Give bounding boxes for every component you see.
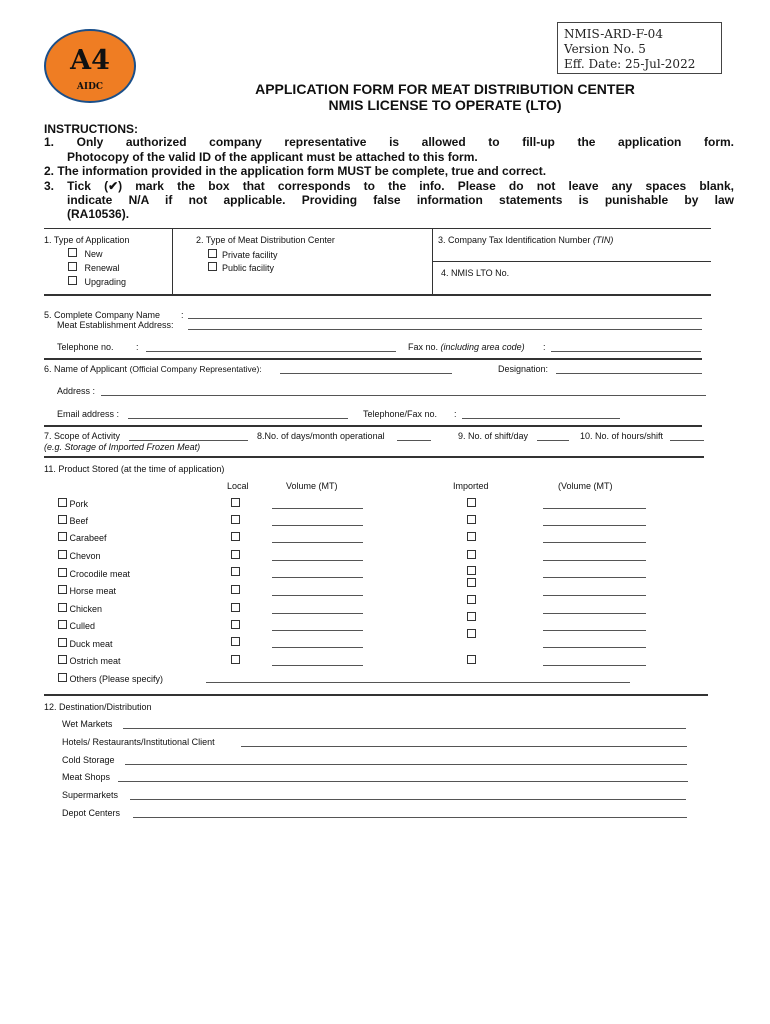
product-label: Pork <box>69 499 89 509</box>
product-chicken <box>58 603 102 615</box>
product-pork <box>58 498 88 510</box>
option-label: Public facility <box>222 263 275 273</box>
imported-checkbox[interactable] <box>467 578 476 587</box>
imported-checkbox[interactable] <box>467 629 476 638</box>
fax-label: Fax no. (including area code) <box>408 342 525 352</box>
imported-volume-field[interactable] <box>543 508 646 509</box>
instruction-1a: 1. Only authorized company representative is allowed to fill-up the application form. <box>44 135 734 149</box>
instruction-3b: indicate N/A if not applicable. Providing false information statements is punishable by law <box>67 193 734 207</box>
local-checkbox[interactable] <box>231 532 240 541</box>
dest-depot-centers: Depot Centers <box>62 808 121 818</box>
center-type-label: 2. Type of Meat Distribution Center <box>196 235 335 245</box>
scope-example: (e.g. Storage of Imported Frozen Meat) <box>44 442 201 452</box>
checkbox[interactable] <box>58 532 67 541</box>
imported-volume-field[interactable] <box>543 613 646 614</box>
applicant-label: 6. Name of Applicant (Official Company Representative): <box>44 364 262 374</box>
tin-label: 3. Company Tax Identification Number (TIN) <box>438 235 614 245</box>
email-field[interactable] <box>128 418 348 419</box>
imported-checkbox[interactable] <box>467 655 476 664</box>
telfax-label: Telephone/Fax no. <box>363 409 438 419</box>
dest-cold-storage: Cold Storage <box>62 755 115 765</box>
checkbox[interactable] <box>208 249 217 258</box>
product-horse <box>58 585 116 597</box>
product-label: Crocodile meat <box>69 569 131 579</box>
product-chevon <box>58 550 101 562</box>
local-volume-field[interactable] <box>272 595 363 596</box>
colon: : <box>181 310 184 320</box>
divider <box>44 358 702 360</box>
divider <box>44 456 704 458</box>
option-label: Renewal <box>84 263 120 273</box>
local-volume-field[interactable] <box>272 647 363 648</box>
dest-hotels: Hotels/ Restaurants/Institutional Client <box>62 737 215 747</box>
product-label: Culled <box>69 621 96 631</box>
product-beef <box>58 515 88 527</box>
imported-volume-field[interactable] <box>543 525 646 526</box>
designation-label: Designation: <box>498 364 549 374</box>
local-checkbox[interactable] <box>231 567 240 576</box>
application-type-label: 1. Type of Application <box>44 235 130 245</box>
product-label: Chicken <box>69 604 103 614</box>
checkbox[interactable] <box>58 655 67 664</box>
local-volume-field[interactable] <box>272 630 363 631</box>
company-name-label: 5. Complete Company Name <box>44 310 161 320</box>
local-checkbox[interactable] <box>231 637 240 646</box>
imported-volume-field[interactable] <box>543 577 646 578</box>
product-carabeef <box>58 532 107 544</box>
destination-label: 12. Destination/Distribution <box>44 702 152 712</box>
divider <box>44 228 711 229</box>
telephone-label: Telephone no. <box>57 342 114 352</box>
instruction-2: 2. The information provided in the application form MUST be complete, true and correct. <box>44 164 547 178</box>
instructions-heading: INSTRUCTIONS: <box>44 122 138 136</box>
product-ostrich <box>58 655 121 667</box>
option-label: New <box>84 249 103 259</box>
dest-field[interactable] <box>241 746 687 747</box>
hours-label: 10. No. of hours/shift <box>580 431 664 441</box>
imported-checkbox[interactable] <box>467 595 476 604</box>
imported-volume-field[interactable] <box>543 630 646 631</box>
checkbox[interactable] <box>58 603 67 612</box>
local-volume-field[interactable] <box>272 560 363 561</box>
divider <box>44 694 708 696</box>
imported-volume-field[interactable] <box>543 560 646 561</box>
dest-field[interactable] <box>118 781 688 782</box>
product-others <box>58 673 163 685</box>
shift-field[interactable] <box>537 440 569 441</box>
instruction-3a: 3. Tick (✔) mark the box that corresponds to the info. Please do not leave any spaces blank, <box>44 179 734 193</box>
dest-field[interactable] <box>123 728 686 729</box>
checkbox[interactable] <box>58 568 67 577</box>
product-label: Others (Please specify) <box>69 674 164 684</box>
product-crocodile <box>58 568 130 580</box>
local-volume-field[interactable] <box>272 525 363 526</box>
product-culled <box>58 620 95 632</box>
local-volume-field[interactable] <box>272 542 363 543</box>
local-volume-field[interactable] <box>272 613 363 614</box>
option-upgrading[interactable] <box>68 276 126 288</box>
product-stored-label: 11. Product Stored (at the time of application) <box>44 464 225 474</box>
instruction-3c: (RA10536). <box>67 207 130 221</box>
checkbox[interactable] <box>68 262 77 271</box>
checkbox[interactable] <box>58 498 67 507</box>
imported-header: Imported <box>453 481 489 491</box>
form-code-box <box>557 22 722 74</box>
dest-meat-shops: Meat Shops <box>62 772 111 782</box>
option-private[interactable] <box>208 249 278 261</box>
imported-checkbox[interactable] <box>467 612 476 621</box>
local-checkbox[interactable] <box>231 550 240 559</box>
dest-supermarkets: Supermarkets <box>62 790 119 800</box>
form-subtitle: NMIS LICENSE TO OPERATE (LTO) <box>328 97 562 113</box>
shift-label: 9. No. of shift/day <box>458 431 529 441</box>
option-new[interactable] <box>68 248 103 260</box>
applicant-address-field[interactable] <box>101 395 706 396</box>
imported-volume-header: (Volume (MT) <box>558 481 613 491</box>
address-label: Meat Establishment Address: <box>57 320 174 330</box>
form-effective-date: Eff. Date: 25-Jul-2022 <box>564 57 696 71</box>
checkbox[interactable] <box>58 673 67 682</box>
dest-field[interactable] <box>130 799 686 800</box>
imported-checkbox[interactable] <box>467 515 476 524</box>
imported-checkbox[interactable] <box>467 550 476 559</box>
checkbox[interactable] <box>58 638 67 647</box>
local-checkbox[interactable] <box>231 585 240 594</box>
divider <box>44 425 702 427</box>
product-label: Duck meat <box>69 639 113 649</box>
local-volume-field[interactable] <box>272 508 363 509</box>
option-label: Private facility <box>222 250 278 260</box>
local-volume-field[interactable] <box>272 577 363 578</box>
checkbox[interactable] <box>58 515 67 524</box>
colon: : <box>454 409 457 419</box>
volume-header: Volume (MT) <box>286 481 338 491</box>
agency-logo <box>44 29 136 103</box>
local-checkbox[interactable] <box>231 515 240 524</box>
checkbox[interactable] <box>68 248 77 257</box>
option-renewal[interactable] <box>68 262 120 274</box>
checkbox[interactable] <box>208 262 217 271</box>
local-checkbox[interactable] <box>231 603 240 612</box>
logo-text: A4 <box>70 45 110 76</box>
applicant-field[interactable] <box>280 373 452 374</box>
product-label: Horse meat <box>69 586 117 596</box>
email-label: Email address : <box>57 409 120 419</box>
fax-field[interactable] <box>551 351 701 352</box>
scope-field[interactable] <box>129 440 248 441</box>
product-label: Beef <box>69 516 89 526</box>
hours-field[interactable] <box>670 440 704 441</box>
checkbox[interactable] <box>68 276 77 285</box>
imported-volume-field[interactable] <box>543 665 646 666</box>
checkbox[interactable] <box>58 620 67 629</box>
local-checkbox[interactable] <box>231 498 240 507</box>
local-checkbox[interactable] <box>231 620 240 629</box>
imported-volume-field[interactable] <box>543 647 646 648</box>
checkbox[interactable] <box>58 550 67 559</box>
local-volume-field[interactable] <box>272 665 363 666</box>
imported-checkbox[interactable] <box>467 532 476 541</box>
imported-volume-field[interactable] <box>543 595 646 596</box>
applicant-address-label: Address : <box>57 386 96 396</box>
option-public[interactable] <box>208 262 274 274</box>
product-label: Chevon <box>69 551 101 561</box>
divider <box>432 261 711 262</box>
divider <box>172 228 173 295</box>
checkbox[interactable] <box>58 585 67 594</box>
product-label: Carabeef <box>69 533 107 543</box>
instruction-1b: Photocopy of the valid ID of the applicant must be attached to this form. <box>67 150 478 164</box>
designation-field[interactable] <box>556 373 702 374</box>
scope-label: 7. Scope of Activity <box>44 431 121 441</box>
form-title: APPLICATION FORM FOR MEAT DISTRIBUTION CENTER <box>255 81 635 97</box>
imported-volume-field[interactable] <box>543 542 646 543</box>
option-label: Upgrading <box>84 277 127 287</box>
company-name-field[interactable] <box>188 318 702 319</box>
dest-field[interactable] <box>133 817 687 818</box>
dest-field[interactable] <box>125 764 687 765</box>
dest-wet-markets: Wet Markets <box>62 719 113 729</box>
local-header: Local <box>227 481 249 491</box>
days-label: 8.No. of days/month operational <box>257 431 385 441</box>
form-version: Version No. 5 <box>564 42 646 56</box>
divider <box>44 294 711 296</box>
lto-label: 4. NMIS LTO No. <box>441 268 510 278</box>
others-specify-field[interactable] <box>206 682 630 683</box>
address-field[interactable] <box>188 329 702 330</box>
colon: : <box>543 342 546 352</box>
telephone-field[interactable] <box>146 351 396 352</box>
imported-checkbox[interactable] <box>467 498 476 507</box>
local-checkbox[interactable] <box>231 655 240 664</box>
product-label: Ostrich meat <box>69 656 121 666</box>
logo-subtext: AIDC <box>76 82 104 92</box>
imported-checkbox[interactable] <box>467 566 476 575</box>
telfax-field[interactable] <box>462 418 620 419</box>
product-duck <box>58 638 113 650</box>
colon: : <box>136 342 139 352</box>
days-field[interactable] <box>397 440 431 441</box>
form-code: NMIS-ARD-F-04 <box>564 27 663 41</box>
